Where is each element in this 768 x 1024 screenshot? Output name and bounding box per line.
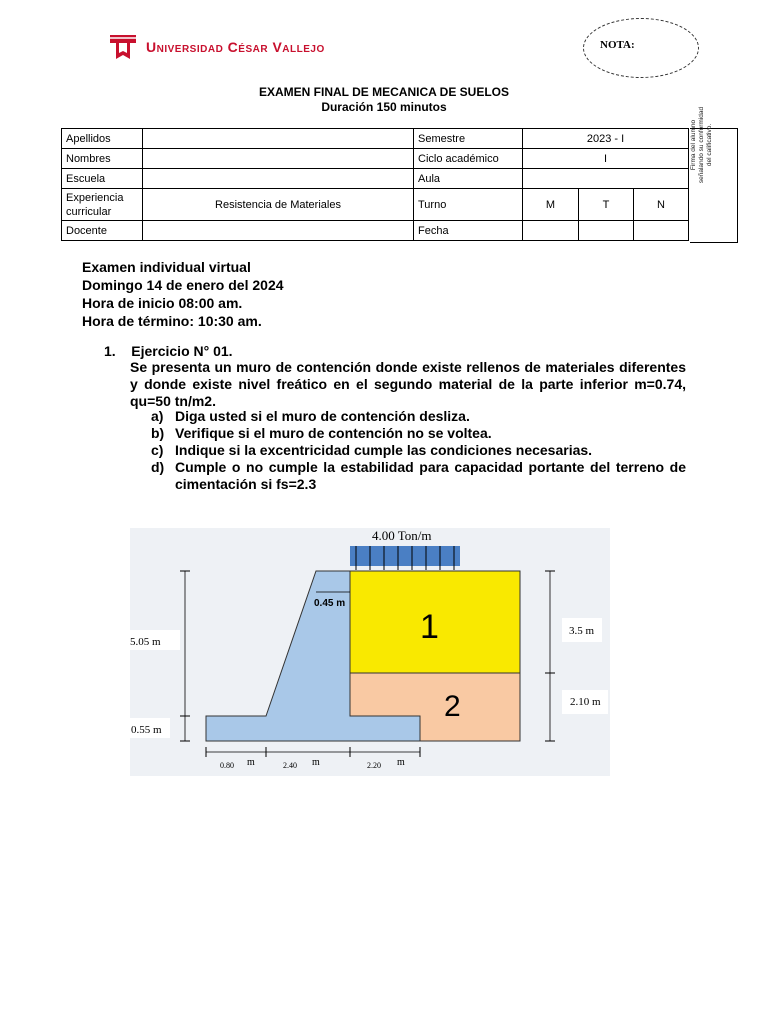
label-turno: Turno (414, 189, 523, 221)
field-docente (143, 221, 414, 241)
student-info-table (61, 128, 689, 241)
exercise-number: 1. (104, 343, 116, 359)
soil-1-number: 1 (420, 608, 439, 646)
signature-note-line3: del calificativo. (706, 123, 713, 167)
base-height-label: 0.55 m (131, 724, 162, 736)
top-width-label: 0.45 m (314, 598, 346, 609)
dim-toe-unit: m (247, 757, 255, 768)
exercise-items (151, 408, 686, 493)
exercise-statement: Se presenta un muro de contención donde existe rellenos de materiales diferentes y donde existe nivel freático en el segundo material de la parte inferior m=0.74, qu=50 tn/m2. (130, 359, 686, 409)
list-item (151, 425, 686, 442)
dim-heel-unit: m (397, 757, 405, 768)
distributed-load (350, 546, 460, 566)
item-key: d) (151, 459, 165, 475)
university-logo (108, 33, 325, 61)
field-fecha-2 (579, 221, 634, 241)
exam-start: Hora de inicio 08:00 am. (82, 295, 243, 311)
signature-note-line2: señalando su conformidad (698, 106, 705, 184)
item-key: b) (151, 425, 165, 441)
item-key: a) (151, 408, 164, 424)
exercise-title: Ejercicio N° 01. (131, 343, 233, 359)
value-experiencia: Resistencia de Materiales (143, 189, 414, 221)
list-item (151, 408, 686, 425)
field-nombres (143, 149, 414, 169)
dim-heel: 2.20 (367, 761, 381, 770)
exercise-heading (104, 343, 233, 359)
field-apellidos (143, 129, 414, 149)
label-semestre: Semestre (414, 129, 523, 149)
field-fecha-1 (523, 221, 579, 241)
signature-note (690, 90, 740, 200)
exam-info (82, 258, 284, 330)
value-ciclo: I (523, 149, 689, 169)
exam-title: EXAMEN FINAL DE MECANICA DE SUELOS (258, 85, 510, 99)
exam-duration: Duración 150 minutos (321, 100, 447, 114)
dim-stem: 2.40 (283, 761, 297, 770)
soil-1-height-label: 3.5 m (569, 625, 595, 637)
exam-end: Hora de término: 10:30 am. (82, 313, 262, 329)
university-name: Universidad César Vallejo (146, 39, 325, 55)
item-text: Indique si la excentricidad cumple las condiciones necesarias. (175, 442, 593, 458)
label-docente: Docente (62, 221, 143, 241)
dim-toe: 0.80 (220, 761, 234, 770)
item-key: c) (151, 442, 164, 458)
signature-note-line1: Firma del alumno (690, 119, 697, 171)
retaining-wall-figure (130, 528, 610, 783)
load-label: 4.00 Ton/m (372, 528, 432, 543)
grade-label: NOTA: (600, 39, 635, 51)
exam-date: Domingo 14 de enero del 2024 (82, 277, 284, 293)
label-nombres: Nombres (62, 149, 143, 169)
turno-t: T (579, 189, 634, 221)
grade-box (583, 18, 699, 78)
turno-m: M (523, 189, 579, 221)
soil-2-height-label: 2.10 m (570, 696, 601, 708)
item-text: Cumple o no cumple la estabilidad para capacidad portante del terreno de cimentación si fs=2.3 (175, 459, 686, 492)
field-fecha-3 (634, 221, 689, 241)
ucv-shield-icon (108, 33, 138, 61)
label-apellidos: Apellidos (62, 129, 143, 149)
wall-height-label: 5.05 m (130, 636, 161, 648)
list-item (151, 459, 686, 493)
item-text: Verifique si el muro de contención no se voltea. (175, 425, 492, 441)
turno-n: N (634, 189, 689, 221)
label-fecha: Fecha (414, 221, 523, 241)
field-aula (523, 169, 689, 189)
label-ciclo: Ciclo académico (414, 149, 523, 169)
exam-mode: Examen individual virtual (82, 259, 251, 275)
soil-2-number: 2 (444, 690, 461, 723)
label-experiencia: Experiencia curricular (62, 189, 143, 221)
value-semestre: 2023 - I (523, 129, 689, 149)
label-aula: Aula (414, 169, 523, 189)
exam-title-block (0, 85, 768, 115)
list-item (151, 442, 686, 459)
field-escuela (143, 169, 414, 189)
label-escuela: Escuela (62, 169, 143, 189)
item-text: Diga usted si el muro de contención desliza. (175, 408, 470, 424)
dim-stem-unit: m (312, 757, 320, 768)
